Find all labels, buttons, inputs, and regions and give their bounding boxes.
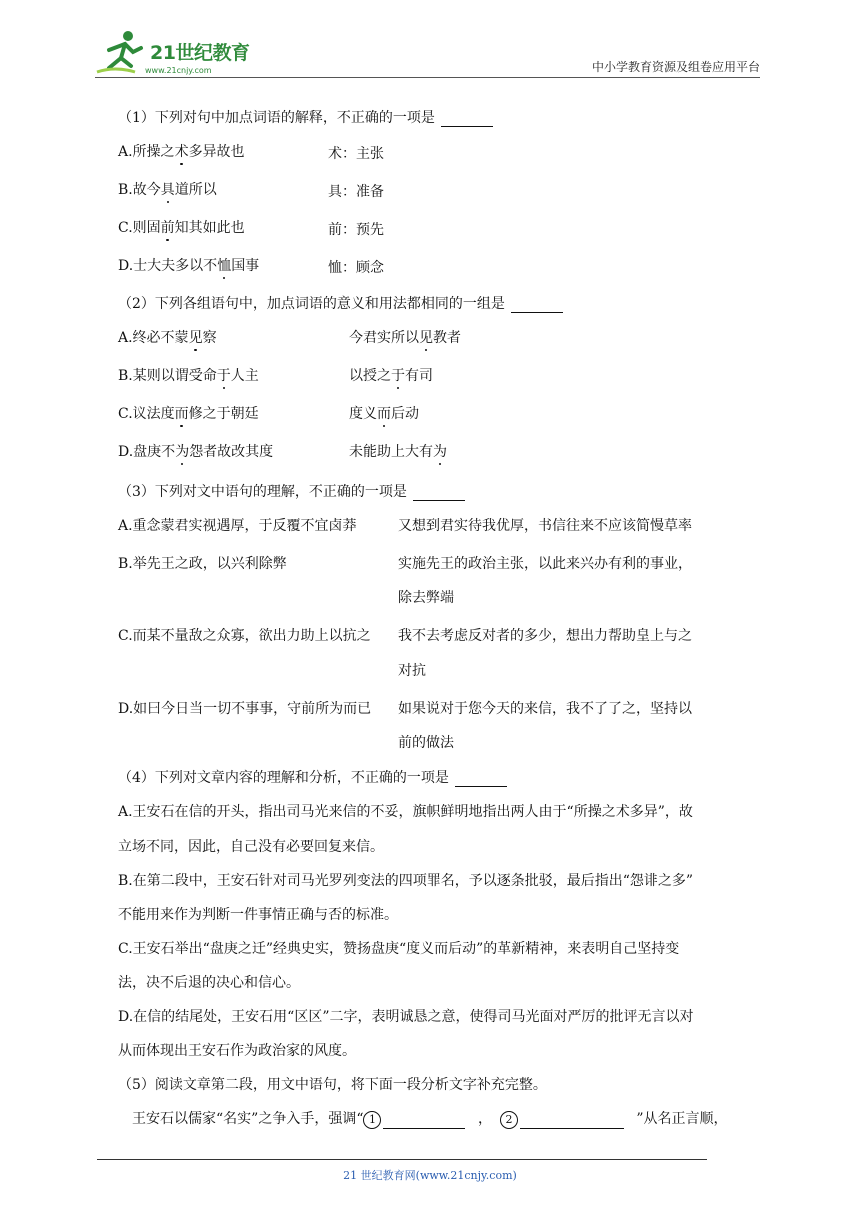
- q3-option-d: D.如曰今日当一切不事事，守前所为而已: [118, 701, 372, 717]
- q2-option-c: C.议法度而修之于朝廷: [118, 403, 259, 423]
- q2-option-a-compare: 今君实所以见教者: [349, 327, 461, 347]
- answer-blank[interactable]: [413, 486, 465, 501]
- logo-text: 21世纪教育: [150, 42, 250, 64]
- fill-blank-1[interactable]: [383, 1114, 465, 1129]
- q2-option-a: A.终必不蒙见察: [118, 327, 217, 347]
- q4-option-d-cont: 从而体现出王安石作为政治家的风度。: [118, 1043, 356, 1059]
- q1-option-a: A.所操之术多异故也: [118, 141, 245, 161]
- q4-option-a-cont: 立场不同，因此，自己没有必要回复来信。: [118, 839, 384, 855]
- page-header: [95, 28, 760, 78]
- q2-option-b: B.某则以谓受命于人主: [118, 365, 259, 385]
- q3-option-a: A.重念蒙君实视遇厚，于反覆不宜卤莽: [118, 518, 357, 534]
- header-divider: [95, 77, 760, 78]
- q2-option-d: D.盘庚不为怨者故改其度: [118, 441, 273, 461]
- q3-option-b: B.举先王之政，以兴利除弊: [118, 556, 287, 572]
- q4-stem: （4）下列对文章内容的理解和分析，不正确的一项是: [118, 767, 507, 787]
- q3-option-c-translation: 我不去考虑反对者的多少，想出力帮助皇上与之: [398, 628, 692, 644]
- q4-option-c-cont: 法，决不后退的决心和信心。: [118, 975, 300, 991]
- q2-stem: （2）下列各组语句中，加点词语的意义和用法都相同的一组是: [118, 293, 563, 313]
- q3-option-c: C.而某不量敌之众寡，欲出力助上以抗之: [118, 628, 371, 644]
- q3-option-c-translation-cont: 对抗: [398, 663, 426, 679]
- q4-option-c: C.王安石举出“盘庚之迁”经典史实，赞扬盘庚“度义而后动”的革新精神，来表明自己坚持变: [118, 941, 680, 957]
- runner-logo-icon: [95, 28, 147, 76]
- blank-number-2: 2: [500, 1111, 518, 1129]
- q3-option-d-translation-cont: 前的做法: [398, 735, 454, 751]
- fill-blank-2[interactable]: [520, 1114, 624, 1129]
- q1-option-c-explanation: 前：预先: [328, 222, 384, 238]
- q2-option-b-compare: 以授之于有司: [349, 365, 433, 385]
- q1-option-b-explanation: 具：准备: [328, 184, 384, 200]
- logo-url: www.21cnjy.com: [145, 66, 212, 75]
- site-logo: [95, 28, 265, 76]
- q1-option-b: B.故今具道所以: [118, 179, 217, 199]
- q1-stem: （1）下列对句中加点词语的解释，不正确的一项是: [118, 107, 493, 127]
- footer-divider: [97, 1159, 707, 1160]
- q5-stem: （5）阅读文章第二段，用文中语句，将下面一段分析文字补充完整。: [118, 1077, 547, 1093]
- q1-option-c: C.则固前知其如此也: [118, 217, 245, 237]
- q4-option-b-cont: 不能用来作为判断一件事情正确与否的标准。: [118, 907, 398, 923]
- answer-blank[interactable]: [455, 772, 507, 787]
- q5-paragraph: 王安石以儒家“名实”之争入手，强调“ 1 ， 2 ”从名正言顺，: [132, 1111, 728, 1127]
- q4-option-a: A.王安石在信的开头，指出司马光来信的不妥，旗帜鲜明地指出两人由于“所操之术多异”，故: [118, 804, 693, 820]
- q3-option-a-translation: 又想到君实待我优厚，书信往来不应该简慢草率: [398, 518, 692, 534]
- q4-option-b: B.在第二段中，王安石针对司马光罗列变法的四项罪名，予以逐条批驳，最后指出“怨诽之多”: [118, 873, 694, 889]
- q3-stem: （3）下列对文中语句的理解，不正确的一项是: [118, 481, 465, 501]
- q4-option-d: D.在信的结尾处，王安石用“区区”二字，表明诚恳之意，使得司马光面对严厉的批评无言以对: [118, 1009, 694, 1025]
- q3-option-b-translation: 实施先王的政治主张，以此来兴办有利的事业，: [398, 556, 692, 572]
- q1-option-d-explanation: 恤：顾念: [328, 260, 384, 276]
- header-platform-text: 中小学教育资源及组卷应用平台: [591, 60, 760, 74]
- footer-link[interactable]: 21 世纪教育网(www.21cnjy.com): [343, 1169, 517, 1182]
- answer-blank[interactable]: [511, 298, 563, 313]
- q1-option-d: D.士大夫多以不恤国事: [118, 255, 259, 275]
- q3-option-d-translation: 如果说对于您今天的来信，我不了了之，坚持以: [398, 701, 692, 717]
- q2-option-c-compare: 度义而后动: [349, 403, 419, 423]
- q1-option-a-explanation: 术：主张: [328, 146, 384, 162]
- q2-option-d-compare: 未能助上大有为: [349, 441, 447, 461]
- q3-option-b-translation-cont: 除去弊端: [398, 590, 454, 606]
- blank-number-1: 1: [363, 1111, 381, 1129]
- answer-blank[interactable]: [441, 112, 493, 127]
